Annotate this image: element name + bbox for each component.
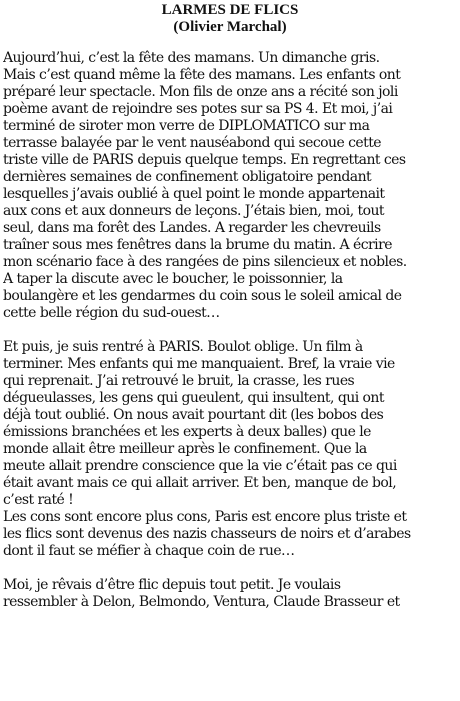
- text-line: A taper la discute avec le boucher, le poissonnier, la: [3, 271, 343, 287]
- text-line: traîner sous mes fenêtres dans la brume du matin. A écrire: [3, 237, 392, 253]
- text-line: préparé leur spectacle. Mon fils de onze ans a récité son joli: [3, 84, 398, 100]
- paragraph-gap: [3, 560, 458, 577]
- text-line: poème avant de rejoindre ses potes sur sa PS 4. Et moi, j’ai: [3, 101, 393, 117]
- text-line: dégueulasses, les gens qui gueulent, qui insultent, qui ont: [3, 390, 384, 406]
- text-line: déjà tout oublié. On nous avait pourtant dit (les bobos des: [3, 407, 384, 423]
- text-line: c’est raté !: [3, 492, 74, 508]
- text-line: dont il faut se méfier à chaque coin de rue…: [3, 543, 295, 559]
- text-line: terminé de siroter mon verre de DIPLOMATICO sur ma: [3, 118, 370, 134]
- text-line: Moi, je rêvais d’être flic depuis tout petit. Je voulais: [3, 577, 341, 593]
- text-line: terminer. Mes enfants qui me manquaient. Bref, la vraie vie: [3, 356, 395, 372]
- text-line: mon scénario face à des rangées de pins silencieux et nobles.: [3, 254, 407, 270]
- text-line: meute allait prendre conscience que la vie c’était pas ce qui: [3, 458, 397, 474]
- text-line: lesquelles j’avais oublié à quel point le monde appartenait: [3, 186, 385, 202]
- text-line: ressembler à Delon, Belmondo, Ventura, Claude Brasseur et: [3, 594, 400, 610]
- text-line: terrasse balayée par le vent nauséabond qui secoue cette: [3, 135, 382, 151]
- text-line: les flics sont devenus des nazis chasseurs de noirs et d’arabes: [3, 526, 411, 542]
- text-line: seul, dans ma forêt des Landes. A regarder les chevreuils: [3, 220, 381, 236]
- text-line: cette belle région du sud-ouest…: [3, 305, 220, 321]
- text-line: boulangère et les gendarmes du coin sous le soleil amical de: [3, 288, 402, 304]
- document-title: LARMES DE FLICS: [161, 2, 299, 18]
- text-line: aux cons et aux donneurs de leçons. J’étais bien, moi, tout: [3, 203, 384, 219]
- paragraph-2: [3, 339, 458, 560]
- text-line: Les cons sont encore plus cons, Paris est encore plus triste et: [3, 509, 407, 525]
- text-line: Et puis, je suis rentré à PARIS. Boulot oblige. Un film à: [3, 339, 363, 355]
- text-line: émissions branchées et les experts à deux balles) que le: [3, 424, 371, 440]
- text-line: qui reprenait. J’ai retrouvé le bruit, la crasse, les rues: [3, 373, 355, 389]
- text-line: monde allait être meilleur après le confinement. Que la: [3, 441, 367, 457]
- text-line: dernières semaines de confinement obligatoire pendant: [3, 169, 372, 185]
- paragraph-1: [3, 50, 458, 322]
- document-author: (Olivier Marchal): [173, 19, 287, 35]
- text-line: triste ville de PARIS depuis quelque temps. En regrettant ces: [3, 152, 406, 168]
- text-line: Aujourd’hui, c’est la fête des mamans. Un dimanche gris.: [3, 50, 380, 66]
- text-line: était avant mais ce qui allait arriver. Et ben, manque de bol,: [3, 475, 397, 491]
- document-body: [0, 50, 460, 611]
- text-line: Mais c’est quand même la fête des mamans. Les enfants ont: [3, 67, 401, 83]
- paragraph-gap: [3, 322, 458, 339]
- paragraph-3: [3, 577, 458, 611]
